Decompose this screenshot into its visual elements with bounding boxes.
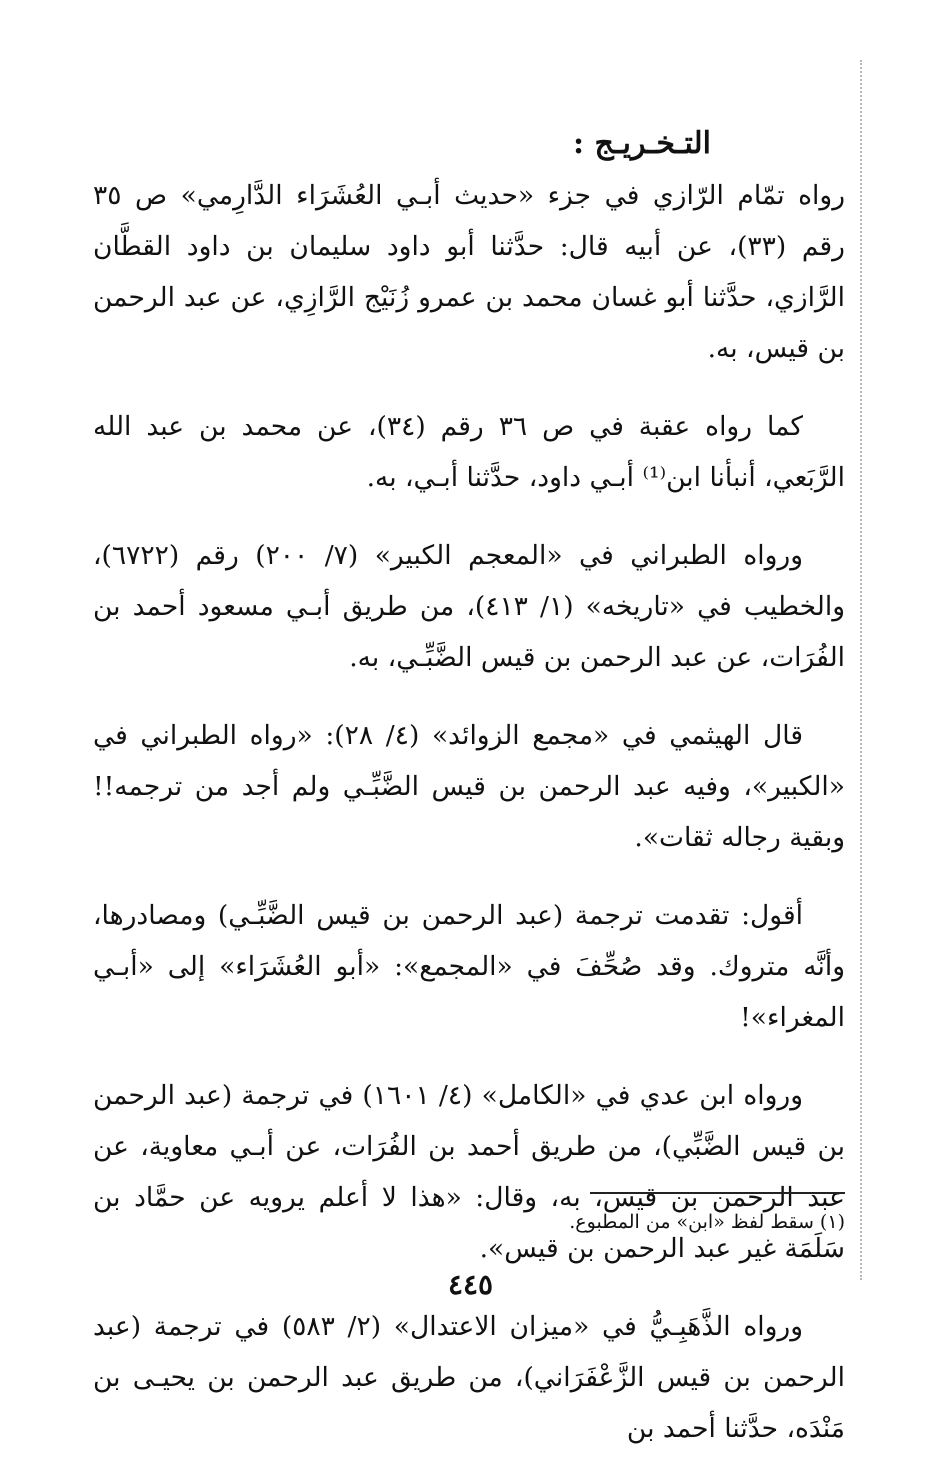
footnote-divider [590,1192,845,1194]
paragraph-3: ورواه الطبراني في «المعجم الكبير» (٧/ ٢٠٠) رقم (٦٧٢٢)، والخطيب في «تاريخه» (١/ ٤١٣)، من طريق أبـي مسعود أحمد بن الفُرَات، عن عبد الرحمن بن قيس الضَّبِّـي، به. [93,540,846,673]
paragraph-4: قال الهيثمي في «مجمع الزوائد» (٤/ ٢٨): «رواه الطبراني في «الكبير»، وفيه عبد الرحمن بن قيس الضَّبِّـي ولم أجد من ترجمه!! وبقية رجاله ثقات». [93,720,845,853]
page-number: ٤٤٥ [447,1268,494,1301]
footnote: (١) سقط لفظ «ابن» من المطبوع. [569,1211,845,1233]
paragraph-1: رواه تمّام الرّازي في جزء «حديث أبـي العُشَرَاء الدَّارِمي» ص ٣٥ رقم (٣٣)، عن أبيه قال: حدَّثنا أبو داود سليمان بن داود القطَّان الرَّازي، حدَّثنا أبو غسان محمد بن عمرو زُنَيْج الرَّازِي، عن عبد الرحمن بن قيس، به. [93,180,845,364]
section-heading: التـخـريـج : [572,126,711,161]
margin-dotted-rule [860,60,862,1280]
paragraph-7: ورواه الذَّهَبِـيُّ في «ميزان الاعتدال» (٢/ ٥٨٣) في ترجمة (عبد الرحمن بن قيس الزَّعْفَرَاني)، من طريق عبد الرحمن بن يحيـى بن مَنْدَه، حدَّثنا أحمد بن [93,1311,845,1444]
paragraph-5: أقول: تقدمت ترجمة (عبد الرحمن بن قيس الضَّبِّـي) ومصادرها، وأنَّه متروك. وقد صُحِّفَ في «المجمع»: «أبو العُشَرَاء» إلى «أبـي المغراء»! [93,900,845,1033]
paragraph-6: ورواه ابن عدي في «الكامل» (٤/ ١٦٠١) في ترجمة (عبد الرحمن بن قيس الضَّبِّي)، من طريق أحمد بن الفُرَات، عن أبـي معاوية، عن عبد الرحمن بن قيس، به، وقال: «هذا لا أعلم يرويه عن حمَّاد بن سَلَمَة غير عبد الرحمن بن قيس». [93,1080,845,1264]
paragraph-2: كما رواه عقبة في ص ٣٦ رقم (٣٤)، عن محمد بن عبد الله الرَّبَعي، أنبأنا ابن⁽¹⁾ أبـي داود، حدَّثنا أبـي، به. [93,411,845,493]
